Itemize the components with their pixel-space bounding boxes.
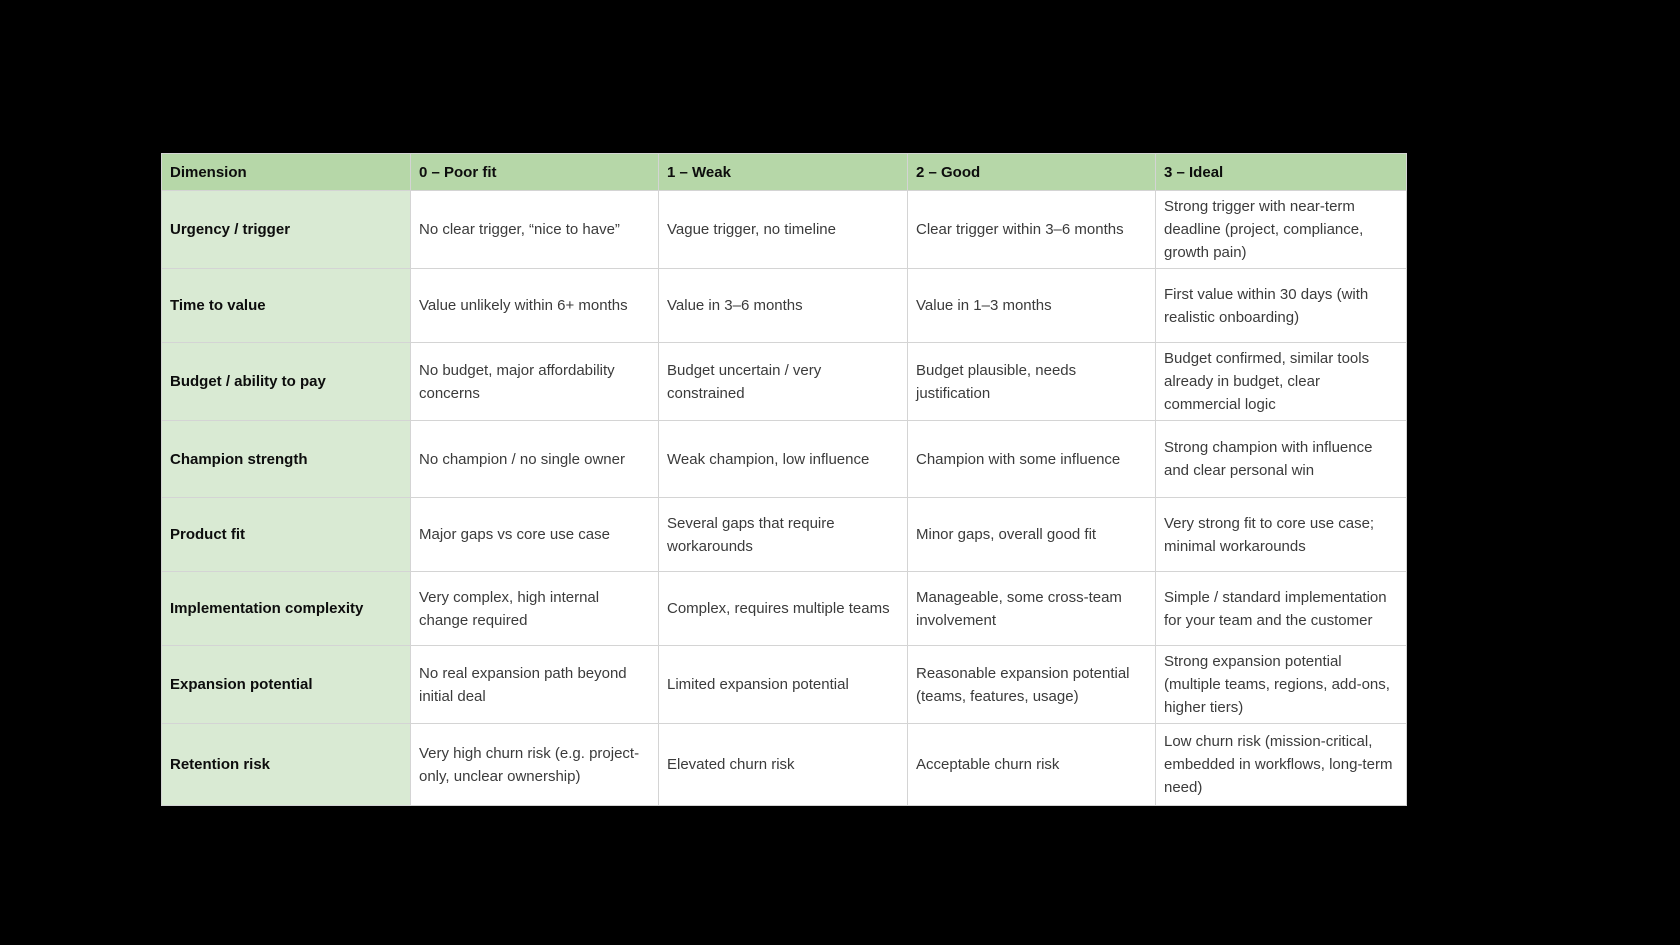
score-cell: Several gaps that require workarounds — [659, 498, 908, 572]
score-cell: Value in 1–3 months — [908, 269, 1156, 343]
score-cell: Simple / standard implementation for your team and the customer — [1156, 572, 1407, 646]
score-cell: Complex, requires multiple teams — [659, 572, 908, 646]
score-cell: Vague trigger, no timeline — [659, 191, 908, 269]
table-row — [162, 724, 1407, 806]
score-cell: Value in 3–6 months — [659, 269, 908, 343]
dimension-label: Champion strength — [162, 421, 411, 498]
score-cell: Strong trigger with near-term deadline (project, compliance, growth pain) — [1156, 191, 1407, 269]
table-row — [162, 191, 1407, 269]
score-cell: Value unlikely within 6+ months — [411, 269, 659, 343]
score-cell: Major gaps vs core use case — [411, 498, 659, 572]
dimension-label: Budget / ability to pay — [162, 343, 411, 421]
score-cell: Strong expansion potential (multiple teams, regions, add-ons, higher tiers) — [1156, 646, 1407, 724]
score-cell: Low churn risk (mission-critical, embedded in workflows, long-term need) — [1156, 724, 1407, 806]
column-header-score-0: 0 – Poor fit — [411, 154, 659, 191]
score-cell: Budget uncertain / very constrained — [659, 343, 908, 421]
column-header-score-3: 3 – Ideal — [1156, 154, 1407, 191]
dimension-label: Retention risk — [162, 724, 411, 806]
score-cell: Very strong fit to core use case; minimal workarounds — [1156, 498, 1407, 572]
score-cell: Strong champion with influence and clear personal win — [1156, 421, 1407, 498]
header-row — [162, 154, 1407, 191]
dimension-label: Expansion potential — [162, 646, 411, 724]
table-row — [162, 421, 1407, 498]
table-row — [162, 572, 1407, 646]
score-cell: Champion with some influence — [908, 421, 1156, 498]
score-cell: No budget, major affordability concerns — [411, 343, 659, 421]
dimension-label: Implementation complexity — [162, 572, 411, 646]
score-cell: Very complex, high internal change required — [411, 572, 659, 646]
score-cell: Limited expansion potential — [659, 646, 908, 724]
score-cell: Acceptable churn risk — [908, 724, 1156, 806]
score-cell: Elevated churn risk — [659, 724, 908, 806]
score-cell: Clear trigger within 3–6 months — [908, 191, 1156, 269]
table-row — [162, 269, 1407, 343]
table-row — [162, 498, 1407, 572]
column-header-dimension: Dimension — [162, 154, 411, 191]
score-cell: Very high churn risk (e.g. project-only, unclear ownership) — [411, 724, 659, 806]
column-header-score-2: 2 – Good — [908, 154, 1156, 191]
score-cell: Minor gaps, overall good fit — [908, 498, 1156, 572]
score-cell: Manageable, some cross-team involvement — [908, 572, 1156, 646]
score-cell: First value within 30 days (with realistic onboarding) — [1156, 269, 1407, 343]
score-cell: Weak champion, low influence — [659, 421, 908, 498]
score-cell: No real expansion path beyond initial deal — [411, 646, 659, 724]
dimension-label: Urgency / trigger — [162, 191, 411, 269]
dimension-label: Time to value — [162, 269, 411, 343]
score-cell: Budget confirmed, similar tools already in budget, clear commercial logic — [1156, 343, 1407, 421]
scoring-rubric-table — [161, 153, 1407, 806]
dimension-label: Product fit — [162, 498, 411, 572]
score-cell: Budget plausible, needs justification — [908, 343, 1156, 421]
table-row — [162, 343, 1407, 421]
score-cell: No clear trigger, “nice to have” — [411, 191, 659, 269]
score-cell: Reasonable expansion potential (teams, features, usage) — [908, 646, 1156, 724]
table-row — [162, 646, 1407, 724]
column-header-score-1: 1 – Weak — [659, 154, 908, 191]
score-cell: No champion / no single owner — [411, 421, 659, 498]
